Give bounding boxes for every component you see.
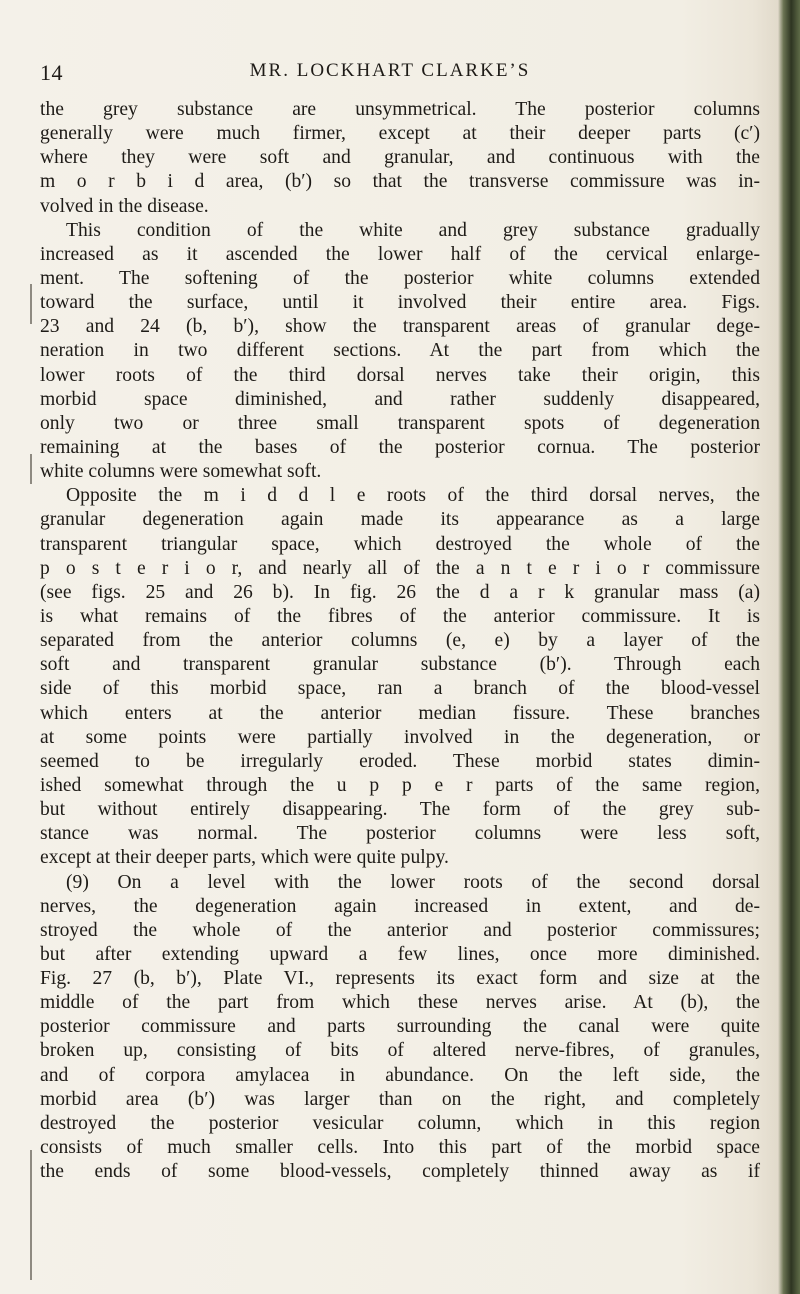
text-line: morbid area (b′) was larger than on the right, and completely xyxy=(40,1088,760,1110)
text-line: posterior commissure and parts surrounding the canal were quite xyxy=(40,1016,760,1038)
text-line: m o r b i d area, (b′) so that the transverse commissure was in- xyxy=(40,171,760,193)
text-line: middle of the part from which these nerves arise. At (b), the xyxy=(40,992,760,1014)
text-line: which enters at the anterior median fissure. These branches xyxy=(40,702,760,724)
text-line: lower roots of the third dorsal nerves take their origin, this xyxy=(40,364,760,386)
text-line: the grey substance are unsymmetrical. The posterior columns xyxy=(40,99,760,120)
page-number: 14 xyxy=(40,60,63,85)
text-line: is what remains of the fibres of the anterior commissure. It is xyxy=(40,605,760,627)
text-line: (9) On a level with the lower roots of the second dorsal xyxy=(66,871,760,893)
text-line: side of this morbid space, ran a branch of the blood-vessel xyxy=(40,678,760,700)
text-line: consists of much smaller cells. Into this part of the morbid space xyxy=(40,1137,760,1159)
text-line: and of corpora amylacea in abundance. On the left side, the xyxy=(40,1064,760,1086)
text-line: This condition of the white and grey substance gradually xyxy=(66,219,760,241)
margin-mark xyxy=(30,1150,32,1280)
text-line: ished somewhat through the u p p e r parts of the same region, xyxy=(40,774,760,796)
text-line: p o s t e r i o r, and nearly all of the a n t e r i o r commissure xyxy=(40,557,760,579)
text-line: increased as it ascended the lower half of the cervical enlarge- xyxy=(40,243,760,265)
text-line: transparent triangular space, which destroyed the whole of the xyxy=(40,533,760,555)
text-line: Fig. 27 (b, b′), Plate VI., represents its exact form and size at the xyxy=(40,968,760,990)
text-line: white columns were somewhat soft. xyxy=(40,461,322,483)
text-line: granular degeneration again made its appearance as a large xyxy=(40,509,760,531)
text-line: nerves, the degeneration again increased in extent, and de- xyxy=(40,895,760,917)
text-line: broken up, consisting of bits of altered nerve-fibres, of granules, xyxy=(40,1040,760,1062)
text-line: volved in the disease. xyxy=(40,195,209,217)
text-line: stance was normal. The posterior columns were less soft, xyxy=(40,823,760,845)
text-line: but without entirely disappearing. The form of the grey sub- xyxy=(40,799,760,821)
text-line: morbid space diminished, and rather suddenly disappeared, xyxy=(40,388,760,410)
text-line: destroyed the posterior vesicular column, which in this region xyxy=(40,1112,760,1134)
text-line: stroyed the whole of the anterior and posterior commissures; xyxy=(40,919,760,941)
text-line: generally were much firmer, except at their deeper parts (c′) xyxy=(40,123,760,145)
text-line: except at their deeper parts, which were quite pulpy. xyxy=(40,847,449,869)
text-line: but after extending upward a few lines, once more diminished. xyxy=(40,943,760,965)
text-line: remaining at the bases of the posterior cornua. The posterior xyxy=(40,436,760,458)
text-line: the ends of some blood-vessels, completely thinned away as if xyxy=(40,1161,760,1183)
text-line: Opposite the m i d d l e roots of the third dorsal nerves, the xyxy=(66,485,760,507)
text-line: separated from the anterior columns (e, e) by a layer of the xyxy=(40,630,760,652)
text-line: only two or three small transparent spots of degeneration xyxy=(40,412,760,434)
text-line: (see figs. 25 and 26 b). In fig. 26 the d a r k granular mass (a) xyxy=(40,581,760,603)
binding-edge xyxy=(778,0,800,1294)
margin-mark xyxy=(30,284,32,324)
margin-mark xyxy=(30,454,32,484)
text-line: ment. The softening of the posterior white columns extended xyxy=(40,267,760,289)
text-line: soft and transparent granular substance (b′). Through each xyxy=(40,654,760,676)
text-line: at some points were partially involved in the degeneration, or xyxy=(40,726,760,748)
body-text xyxy=(40,98,760,1184)
text-line: neration in two different sections. At the part from which the xyxy=(40,340,760,362)
text-line: where they were soft and granular, and continuous with the xyxy=(40,147,760,169)
running-head: MR. LOCKHART CLARKE’S xyxy=(249,60,531,81)
text-line: toward the surface, until it involved their entire area. Figs. xyxy=(40,292,760,314)
text-line: 23 and 24 (b, b′), show the transparent areas of granular dege- xyxy=(40,316,760,338)
page-header xyxy=(40,60,740,90)
text-line: seemed to be irregularly eroded. These morbid states dimin- xyxy=(40,750,760,772)
